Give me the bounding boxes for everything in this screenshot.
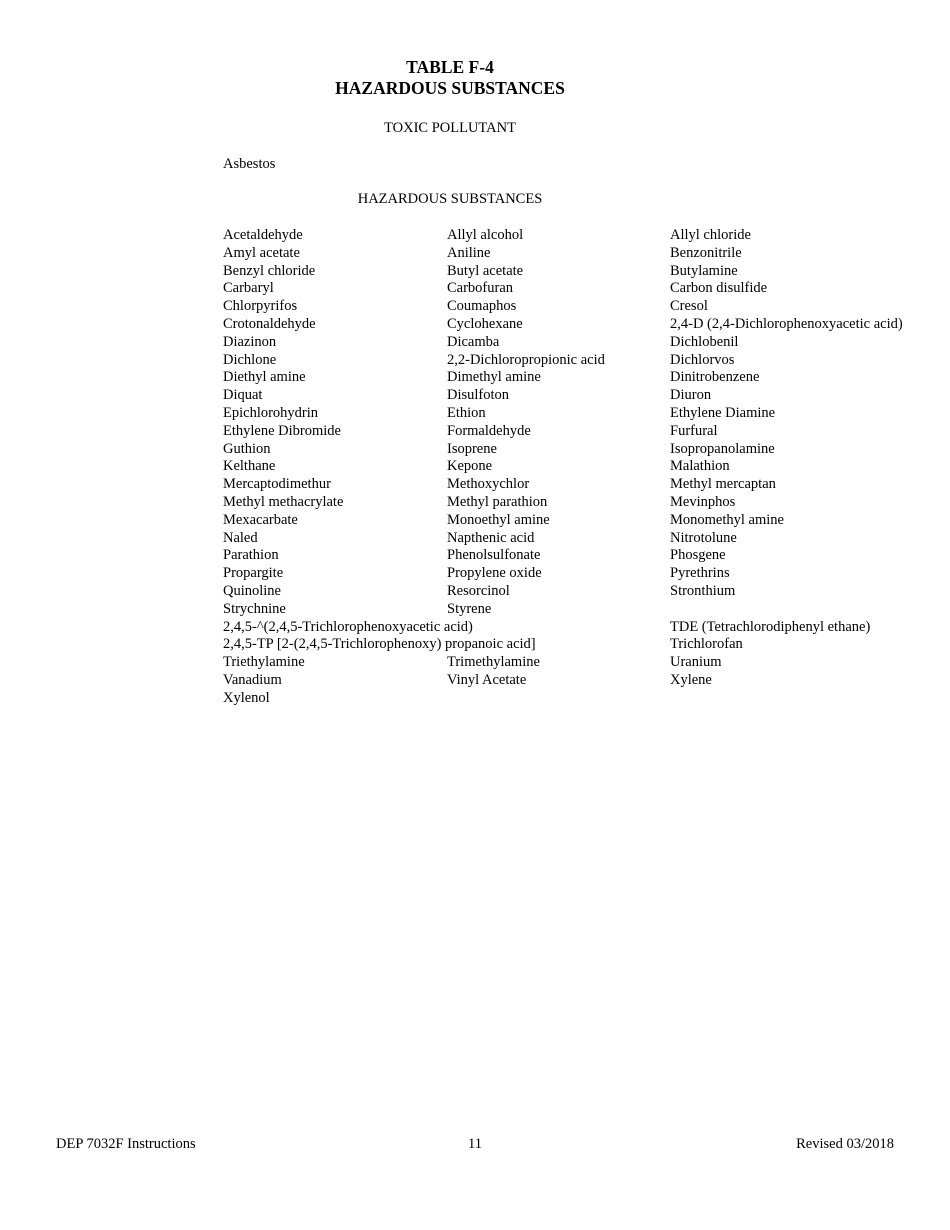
substance-name: Quinoline (223, 582, 281, 599)
substance-name: Carbon disulfide (670, 280, 768, 297)
substance-row (223, 387, 943, 405)
substance-name: 2,4,5-^(2,4,5-Trichlorophenoxyacetic acid) (223, 618, 473, 635)
substance-name: Crotonaldehyde (223, 315, 316, 332)
substance-row (223, 352, 943, 370)
substance-name: Xylene (670, 671, 712, 688)
substance-name: Mercaptodimethur (223, 476, 331, 493)
substance-name: Allyl chloride (670, 227, 751, 243)
substance-name: Diethyl amine (223, 369, 306, 386)
substance-name: Isopropanolamine (670, 440, 775, 457)
substance-name: Acetaldehyde (223, 227, 303, 243)
substance-row (223, 458, 943, 476)
substance-row (223, 298, 943, 316)
substance-name: Cresol (670, 298, 708, 315)
substance-name: Resorcinol (447, 582, 510, 599)
substance-name: Formaldehyde (447, 422, 531, 439)
substance-name: Dimethyl amine (447, 369, 541, 386)
substance-name: Mevinphos (670, 493, 736, 510)
substance-row (223, 476, 943, 494)
substance-row (223, 619, 943, 637)
substance-name: Trichlorofan (670, 636, 743, 653)
table-title: TABLE F-4 (406, 57, 494, 77)
substance-name: Diazinon (223, 333, 277, 350)
substance-row (223, 369, 943, 387)
toxic-pollutant-item: Asbestos (223, 156, 276, 172)
substance-name: 2,2-Dichloropropionic acid (447, 351, 605, 368)
substance-row (223, 565, 943, 583)
substance-name: Malathion (670, 458, 730, 475)
substance-row (223, 601, 943, 619)
substance-name: Vinyl Acetate (447, 671, 527, 688)
substance-row (223, 654, 943, 672)
substance-name: Methyl mercaptan (670, 476, 776, 493)
substance-row (223, 530, 943, 548)
substance-name: Dinitrobenzene (670, 369, 760, 386)
toxic-pollutant-heading: TOXIC POLLUTANT (384, 120, 516, 136)
substance-name: Propylene oxide (447, 565, 542, 582)
substance-name: TDE (Tetrachlorodiphenyl ethane) (670, 618, 871, 635)
substance-name: Methyl parathion (447, 493, 548, 510)
substance-name: Stronthium (670, 582, 736, 599)
footer-revision-date: Revised 03/2018 (796, 1136, 894, 1152)
substance-name: Parathion (223, 547, 279, 564)
substance-name: Kepone (447, 458, 493, 475)
substance-name: Amyl acetate (223, 244, 300, 261)
substance-name: Styrene (447, 600, 492, 617)
substance-name: Naled (223, 529, 258, 546)
substance-name: Trimethylamine (447, 654, 540, 671)
substance-row (223, 672, 943, 690)
substance-row (223, 245, 943, 263)
substance-row (223, 494, 943, 512)
substance-row (223, 227, 943, 245)
substance-name: Monomethyl amine (670, 511, 784, 528)
substance-name: Phosgene (670, 547, 726, 564)
substance-name: Strychnine (223, 600, 286, 617)
substance-name: Cyclohexane (447, 315, 523, 332)
table-subtitle: HAZARDOUS SUBSTANCES (335, 78, 565, 98)
substance-row (223, 441, 943, 459)
substance-name: Benzonitrile (670, 244, 742, 261)
substance-row (223, 690, 943, 708)
substance-name: Dichlobenil (670, 333, 739, 350)
hazardous-substances-heading: HAZARDOUS SUBSTANCES (357, 191, 543, 207)
substance-name: Disulfoton (447, 387, 510, 404)
substance-name: Monoethyl amine (447, 511, 550, 528)
substance-name: Dichlone (223, 351, 277, 368)
substance-name: Carbaryl (223, 280, 274, 297)
substance-row (223, 263, 943, 281)
substance-name: Butylamine (670, 262, 738, 279)
substance-name: Coumaphos (447, 298, 517, 315)
hazardous-substances-list (223, 227, 943, 708)
substance-name: Uranium (670, 654, 722, 671)
substance-name: Allyl alcohol (447, 227, 524, 243)
substance-row (223, 512, 943, 530)
substance-name: Dicamba (447, 333, 500, 350)
substance-name: Ethion (447, 404, 486, 421)
substance-name: Diuron (670, 387, 712, 404)
substance-row (223, 636, 943, 654)
substance-name: Dichlorvos (670, 351, 735, 368)
substance-name: 2,4,5-TP [2-(2,4,5-Trichlorophenoxy) propanoic acid] (223, 636, 536, 653)
substance-name: Aniline (447, 244, 491, 261)
substance-name: Isoprene (447, 440, 497, 457)
substance-name: Phenolsulfonate (447, 547, 541, 564)
substance-name: Mexacarbate (223, 511, 298, 528)
substance-row (223, 583, 943, 601)
substance-name: Methoxychlor (447, 476, 530, 493)
substance-row (223, 334, 943, 352)
substance-name: Chlorpyrifos (223, 298, 298, 315)
substance-name: Ethylene Diamine (670, 404, 776, 421)
substance-name: Methyl methacrylate (223, 493, 344, 510)
substance-row (223, 547, 943, 565)
substance-row (223, 316, 943, 334)
substance-name: Benzyl chloride (223, 262, 316, 279)
substance-name: Furfural (670, 422, 718, 439)
substance-name: Triethylamine (223, 654, 305, 671)
substance-name: Xylenol (223, 689, 270, 706)
substance-name: Propargite (223, 565, 284, 582)
substance-name: Napthenic acid (447, 529, 535, 546)
substance-name: Pyrethrins (670, 565, 730, 582)
substance-row (223, 280, 943, 298)
footer-document-name: DEP 7032F Instructions (56, 1136, 196, 1152)
substance-name: 2,4-D (2,4-Dichlorophenoxyacetic acid) (670, 315, 903, 332)
substance-name: Kelthane (223, 458, 276, 475)
substance-name: Nitrotolune (670, 529, 737, 546)
substance-row (223, 423, 943, 441)
substance-name: Carbofuran (447, 280, 514, 297)
substance-name: Vanadium (223, 671, 282, 688)
substance-row (223, 405, 943, 423)
substance-name: Guthion (223, 440, 271, 457)
substance-name: Diquat (223, 387, 263, 404)
substance-name: Epichlorohydrin (223, 404, 319, 421)
substance-name: Butyl acetate (447, 262, 524, 279)
footer-page-number: 11 (468, 1136, 482, 1152)
substance-name: Ethylene Dibromide (223, 422, 341, 439)
